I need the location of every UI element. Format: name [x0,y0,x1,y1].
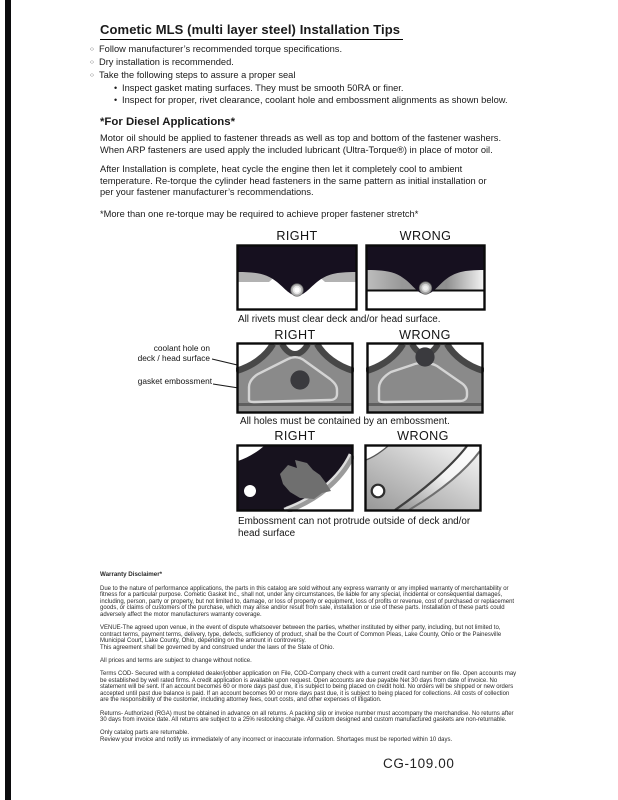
diesel-section-heading: *For Diesel Applications* [100,116,236,128]
figure3-wrong-panel [364,444,482,512]
annotation-line: deck / head surface [137,352,210,363]
diesel-paragraph-1: Motor oil should be applied to fastener threads as well as top and bottom of the fastener washers. When ARP fasteners are used apply the included lubricant (Ultra-Torque®) in place of motor oil. [100,133,502,155]
figure1-wrong-panel [365,244,486,311]
gasket-embossment-annotation: gasket embossment [137,376,212,386]
figure3-wrong-label: WRONG [397,429,449,443]
circle-bullet-icon: ○ [90,59,94,66]
disclaimer-paragraph: This agreement shall be governed by and construed under the laws of the State of Ohio. [100,644,335,651]
figure3-caption: Embossment can not protrude outside of deck and/or head surface [238,516,471,539]
embossment-protrude-diagram [364,444,482,512]
list-item-text: Inspect for proper, rivet clearance, coolant hole and embossment alignments as shown below. [122,95,508,105]
figure1-wrong-label: WRONG [399,229,452,243]
disclaimer-paragraph: Returns- Authorized (RGA) must be obtained in advance on all returns. A packing slip or invoice number must accompany the merchandise. No returns after 30 days from invoice date. All returns are subject to a 25% restocking charge. All custom designed and custom manufactured gaskets are non-returnable. [100,710,514,724]
list-item-text: Take the following steps to assure a proper seal [99,70,296,80]
diesel-paragraph-2: After Installation is complete, heat cycle the engine then let it completely cool to ambient temperature. Re-torque the cylinder head fasteners in the same pattern as initial installation or per your fastener manufacturer’s recommendations. [100,164,487,198]
disclaimer-heading: Warranty Disclaimer* [100,571,163,578]
warranty-disclaimer [100,572,518,750]
scan-edge-artifact [5,0,11,800]
list-item-text: Dry installation is recommended. [99,57,234,67]
disclaimer-paragraph: Due to the nature of performance applications, the parts in this catalog are sold without any express warranty or any implied warranty of merchantability or fitness for a particular purpose. Cometic Gasket Inc., shall not, under any circumstances, be liable for any special, incidental or consequential damages, including, person, party or property, but not limited to, damage, or loss of property or equipment, loss of profits or revenue, cost of purchased or replacement goods, or claims of customers of the purchase, which may arise and/or result from sale, installation or use of these parts. Installation of these parts could adversely affect the motor manufacturers warranty coverage. [100,585,515,618]
tips-list [90,43,530,106]
figure1-caption: All rivets must clear deck and/or head surface. [238,314,441,325]
sub-list-item [114,94,530,106]
list-item [90,56,530,69]
retorque-note: *More than one re-torque may be required to achieve proper fastener stretch* [100,209,419,219]
figure2-right-label: RIGHT [274,328,316,342]
rivet-clear-diagram [236,244,358,311]
figure3-right-label: RIGHT [274,429,316,443]
figure2-wrong-label: WRONG [399,328,451,342]
figure2-right-panel [236,342,354,414]
page-title: Cometic MLS (multi layer steel) Installation Tips [100,22,403,40]
disclaimer-paragraph: All prices and terms are subject to change without notice. [100,657,252,664]
disclaimer-paragraph: Review your invoice and notify us immediately of any incorrect or inaccurate information. Shortages must be reported within 10 days. [100,736,453,743]
figure3-right-panel [236,444,354,512]
circle-bullet-icon: ○ [90,46,94,53]
figure1-right-panel [236,244,358,311]
figure2-caption: All holes must be contained by an embossment. [240,416,450,427]
dot-bullet-icon: • [114,83,118,93]
disclaimer-paragraph: Only catalog parts are returnable. [100,730,190,737]
list-item-text: Inspect gasket mating surfaces. They must be smooth 50RA or finer. [122,83,404,93]
sub-list-item [114,82,530,94]
page-code: CG-109.00 [383,756,455,771]
annotation-line: coolant hole on [153,343,210,353]
hole-uncontained-diagram [366,342,484,414]
disclaimer-paragraph: Terms COD- Secured with a completed dealer/jobber application on File, COD-Company check with a current credit card number on file. Open accounts may be established by well rated firms. A credit application is available upon request. Open accounts are due payable Net 30 days from date of invoice. No statement will be sent. If an account becomes 60 or more days past due, it is subject to being placed on credit hold. No orders will be shipped or new orders accepted until past due balance is paid. If an account becomes 90 or more days past due, it is subject to being placed for collections. All costs of collection are the responsibility of the customer, including attorney fees, court costs, and other expenses of litigation. [100,671,517,704]
list-item [90,43,530,56]
hole-contained-diagram [236,342,354,414]
list-item-text: Follow manufacturer’s recommended torque specifications. [99,44,343,54]
embossment-contained-diagram [236,444,354,512]
list-item [90,69,530,82]
disclaimer-paragraph: VENUE-The agreed upon venue, in the event of dispute whatsoever between the parties, whether instituted by either party, including, but not limited to, contract terms, payment terms, delivery, type, defects, sufficiency of product, shall be the Court of Common Pleas, Lake County, Ohio or the Painesville Municipal Court, Lake County, Ohio, depending on the amount in controversy. [100,625,502,645]
dot-bullet-icon: • [114,95,118,105]
circle-bullet-icon: ○ [90,72,94,79]
figure1-right-label: RIGHT [276,229,318,243]
figure2-wrong-panel [366,342,484,414]
rivet-interfere-diagram [365,244,486,311]
